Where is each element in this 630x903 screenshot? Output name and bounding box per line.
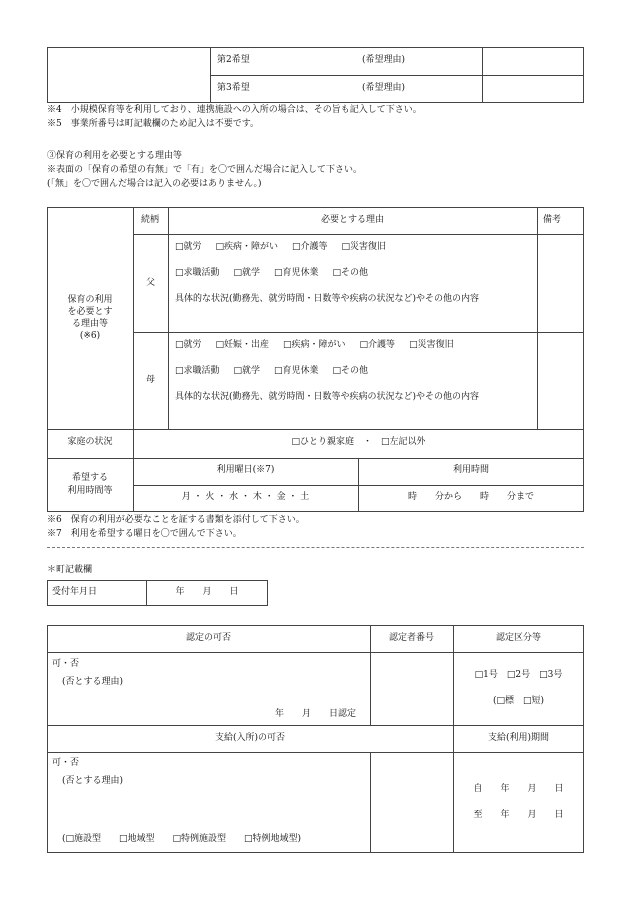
reason-table-row-line bbox=[133, 485, 584, 486]
desired-time-header bbox=[47, 472, 133, 498]
reason-row-header-line: を必要とす bbox=[67, 307, 113, 317]
office-table-row-line bbox=[47, 652, 584, 653]
note-4: ※4 小規模保育等を利用しており、連携施設への入所の場合は、その旨も記入して下さい。 bbox=[47, 105, 422, 115]
mother-options-row-1 bbox=[175, 340, 468, 352]
note-6: ※6 保育の利用が必要なことを証する書類を添付して下さい。 bbox=[47, 515, 305, 525]
cut-line bbox=[47, 547, 584, 548]
section-3-title: ③保育の利用を必要とする理由等 bbox=[47, 151, 183, 161]
mother-option-jobseeking[interactable]: □求職活動 bbox=[175, 366, 220, 376]
mother-option-work[interactable]: □就労 bbox=[175, 340, 202, 350]
col-reason-header: 必要とする理由 bbox=[320, 215, 384, 225]
reason-table-row-line bbox=[133, 234, 584, 235]
father-option-childcare-leave[interactable]: □育児休業 bbox=[274, 268, 319, 278]
office-section-title: ＊町記載欄 bbox=[47, 565, 93, 575]
mother-option-study[interactable]: □就学 bbox=[233, 366, 261, 376]
father-options-row-1 bbox=[175, 242, 400, 254]
section-3-line-2: (「無」を〇で囲んだ場合は記入の必要はありません。) bbox=[47, 179, 262, 189]
mother-option-care[interactable]: □介護等 bbox=[359, 340, 396, 350]
reason-table-row-line bbox=[133, 332, 584, 333]
wish-3-label: 第3希望 bbox=[217, 83, 250, 93]
supply-period-header: 支給(利用)期間 bbox=[487, 733, 550, 743]
reason-table-divider bbox=[168, 207, 169, 429]
mother-detail-label: 具体的な状況(勤務先、就労時間・日数等や疾病の状況など)やその他の内容 bbox=[175, 392, 480, 402]
reason-row-header bbox=[47, 294, 133, 342]
father-option-jobseeking[interactable]: □求職活動 bbox=[175, 268, 220, 278]
desired-time-header-line: 希望する bbox=[71, 473, 108, 483]
cert-header: 認定の可否 bbox=[185, 633, 231, 643]
father-option-work[interactable]: □就労 bbox=[175, 242, 202, 252]
receipt-date-label: 受付年月日 bbox=[52, 587, 98, 597]
section-3-line-1: ※表面の「保育の希望の有無」で「有」を〇で囲んだ場合に記入して下さい。 bbox=[47, 165, 363, 175]
cert-standard-options[interactable]: (□標 □短) bbox=[492, 696, 545, 706]
mother-option-pregnancy[interactable]: □妊娠・出産 bbox=[215, 340, 270, 350]
cert-yes-no[interactable]: 可・否 bbox=[52, 659, 80, 669]
father-option-other[interactable]: □その他 bbox=[332, 268, 369, 278]
father-option-illness[interactable]: □疾病・障がい bbox=[215, 242, 279, 252]
wish-2-label: 第2希望 bbox=[217, 55, 250, 65]
mother-options-row-2 bbox=[175, 366, 382, 378]
receipt-date-value[interactable]: 年 月 日 bbox=[175, 587, 239, 597]
mother-option-other[interactable]: □その他 bbox=[332, 366, 369, 376]
cert-class-header: 認定区分等 bbox=[495, 633, 541, 643]
desired-time-header-line: 利用時間等 bbox=[67, 486, 113, 496]
cert-reason-label: (否とする理由) bbox=[62, 677, 124, 687]
family-status-options[interactable]: □ひとり親家庭 ・ □左記以外 bbox=[291, 437, 426, 447]
father-options-row-2 bbox=[175, 268, 382, 280]
note-7: ※7 利用を希望する曜日を〇で囲んで下さい。 bbox=[47, 529, 242, 539]
note-5: ※5 事業所番号は町記載欄のため記入は不要です。 bbox=[47, 119, 260, 129]
mother-option-childcare-leave[interactable]: □育児休業 bbox=[274, 366, 319, 376]
days-header: 利用曜日(※7) bbox=[216, 465, 275, 475]
reason-table-divider bbox=[537, 207, 538, 429]
office-table-row-line bbox=[47, 725, 584, 726]
reason-row-header-line: る理由等 bbox=[71, 319, 108, 329]
cert-number-header: 認定者番号 bbox=[388, 633, 434, 643]
cert-date[interactable]: 年 月 日認定 bbox=[275, 709, 357, 719]
wish-3-reason: (希望理由) bbox=[362, 83, 406, 93]
facility-type-options[interactable]: (□施設型 □地域型 □特例施設型 □特例地域型) bbox=[62, 834, 302, 844]
period-from[interactable]: 自 年 月 日 bbox=[473, 784, 564, 794]
father-detail-label: 具体的な状況(勤務先、就労時間・日数等や疾病の状況など)やその他の内容 bbox=[175, 294, 480, 304]
reason-row-header-line: (※6) bbox=[79, 331, 101, 341]
cert-class-options[interactable]: □1号 □2号 □3号 bbox=[474, 670, 563, 680]
wish-2-reason: (希望理由) bbox=[362, 55, 406, 65]
family-status-label: 家庭の状況 bbox=[67, 437, 113, 447]
hours-header: 利用時間 bbox=[452, 465, 489, 475]
father-option-disaster[interactable]: □災害復旧 bbox=[341, 242, 387, 252]
top-table-row-line bbox=[210, 75, 584, 76]
period-to[interactable]: 至 年 月 日 bbox=[473, 810, 564, 820]
days-options[interactable]: 月 ・ 火 ・ 水 ・ 木 ・ 金 ・ 土 bbox=[181, 492, 310, 502]
mother-option-disaster[interactable]: □災害復旧 bbox=[409, 340, 454, 350]
office-table-row-line bbox=[47, 752, 584, 753]
reason-table-row-line bbox=[47, 429, 584, 430]
supply-reason-label: (否とする理由) bbox=[62, 776, 124, 786]
father-label: 父 bbox=[145, 278, 155, 288]
col-relation-header: 続柄 bbox=[141, 215, 160, 225]
hours-field[interactable]: 時 分から 時 分まで bbox=[407, 492, 534, 502]
supply-header: 支給(入所)の可否 bbox=[214, 733, 286, 743]
mother-label: 母 bbox=[145, 375, 155, 385]
office-table-divider bbox=[370, 752, 371, 853]
col-remarks-header: 備考 bbox=[543, 215, 562, 225]
reason-table-row-line bbox=[47, 458, 584, 459]
father-option-care[interactable]: □介護等 bbox=[292, 242, 328, 252]
reason-row-header-line: 保育の利用 bbox=[67, 295, 113, 305]
father-option-study[interactable]: □就学 bbox=[233, 268, 261, 278]
supply-yes-no[interactable]: 可・否 bbox=[52, 758, 80, 768]
mother-option-illness[interactable]: □疾病・障がい bbox=[283, 340, 346, 350]
